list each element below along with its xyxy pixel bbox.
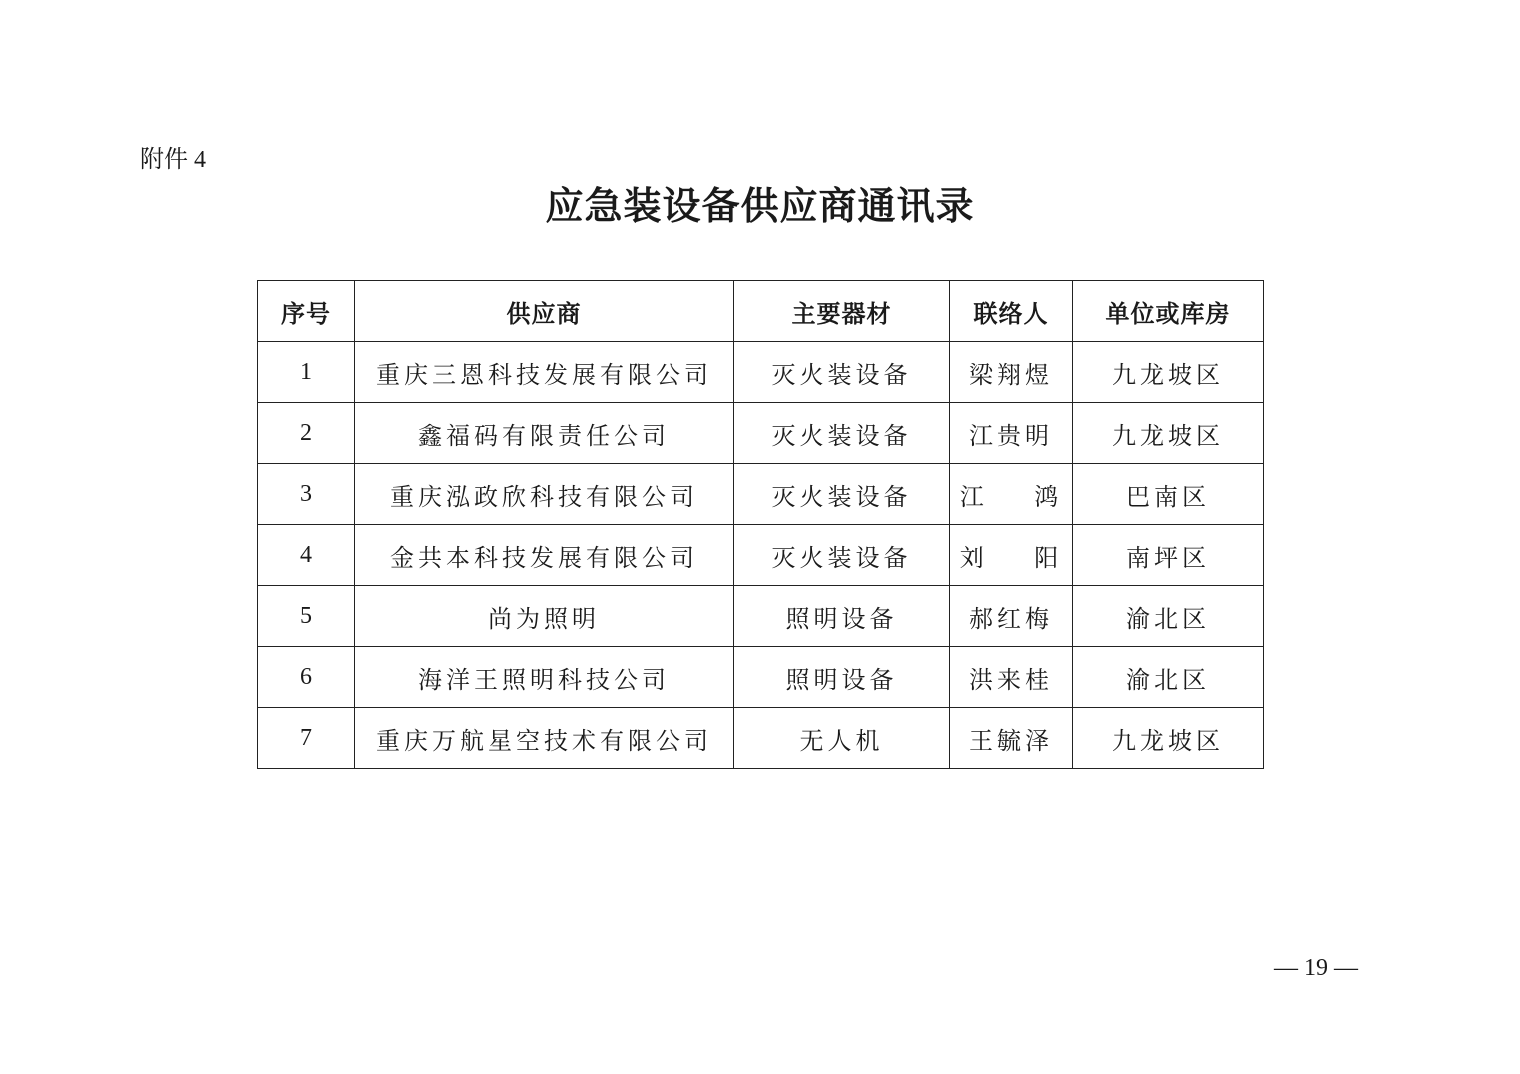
location-cell: 九龙坡区 [1073,342,1264,403]
serial-cell: 7 [258,708,355,769]
location-cell: 渝北区 [1073,586,1264,647]
supplier-cell: 海洋王照明科技公司 [355,647,734,708]
table-row [258,525,1264,586]
equipment-cell: 灭火装设备 [734,403,950,464]
attachment-label [140,143,206,176]
contact-cell: 梁翔煜 [950,342,1073,403]
location-cell: 巴南区 [1073,464,1264,525]
supplier-cell: 鑫福码有限责任公司 [355,403,734,464]
serial-cell: 4 [258,525,355,586]
serial-cell: 5 [258,586,355,647]
location-cell: 南坪区 [1073,525,1264,586]
column-header-supplier: 供应商 [355,281,734,342]
contact-cell: 王毓泽 [950,708,1073,769]
attachment-label-text: 附件 [140,145,188,173]
location-cell: 九龙坡区 [1073,708,1264,769]
column-header-contact: 联络人 [950,281,1073,342]
supplier-cell: 金共本科技发展有限公司 [355,525,734,586]
column-header-location: 单位或库房 [1073,281,1264,342]
equipment-cell: 照明设备 [734,586,950,647]
attachment-number: 4 [194,147,206,173]
table-row [258,586,1264,647]
table-row [258,708,1264,769]
serial-cell: 6 [258,647,355,708]
supplier-cell: 重庆三恩科技发展有限公司 [355,342,734,403]
supplier-cell: 尚为照明 [355,586,734,647]
column-header-serial: 序号 [258,281,355,342]
serial-cell: 1 [258,342,355,403]
contact-cell: 江贵明 [950,403,1073,464]
equipment-cell: 无人机 [734,708,950,769]
column-header-equipment: 主要器材 [734,281,950,342]
contact-cell: 刘 阳 [950,525,1073,586]
equipment-cell: 灭火装设备 [734,525,950,586]
table-row [258,342,1264,403]
equipment-cell: 照明设备 [734,647,950,708]
supplier-contact-table [257,280,1264,769]
serial-cell: 2 [258,403,355,464]
table-row [258,647,1264,708]
supplier-cell: 重庆泓政欣科技有限公司 [355,464,734,525]
table-row [258,464,1264,525]
serial-cell: 3 [258,464,355,525]
page-number: — 19 — [1274,955,1358,981]
table-header-row [258,281,1264,342]
location-cell: 九龙坡区 [1073,403,1264,464]
contact-cell: 洪来桂 [950,647,1073,708]
location-cell: 渝北区 [1073,647,1264,708]
supplier-cell: 重庆万航星空技术有限公司 [355,708,734,769]
contact-cell: 郝红梅 [950,586,1073,647]
equipment-cell: 灭火装设备 [734,342,950,403]
contact-cell: 江 鸿 [950,464,1073,525]
table-row [258,403,1264,464]
document-title: 应急装设备供应商通讯录 [545,183,975,228]
equipment-cell: 灭火装设备 [734,464,950,525]
